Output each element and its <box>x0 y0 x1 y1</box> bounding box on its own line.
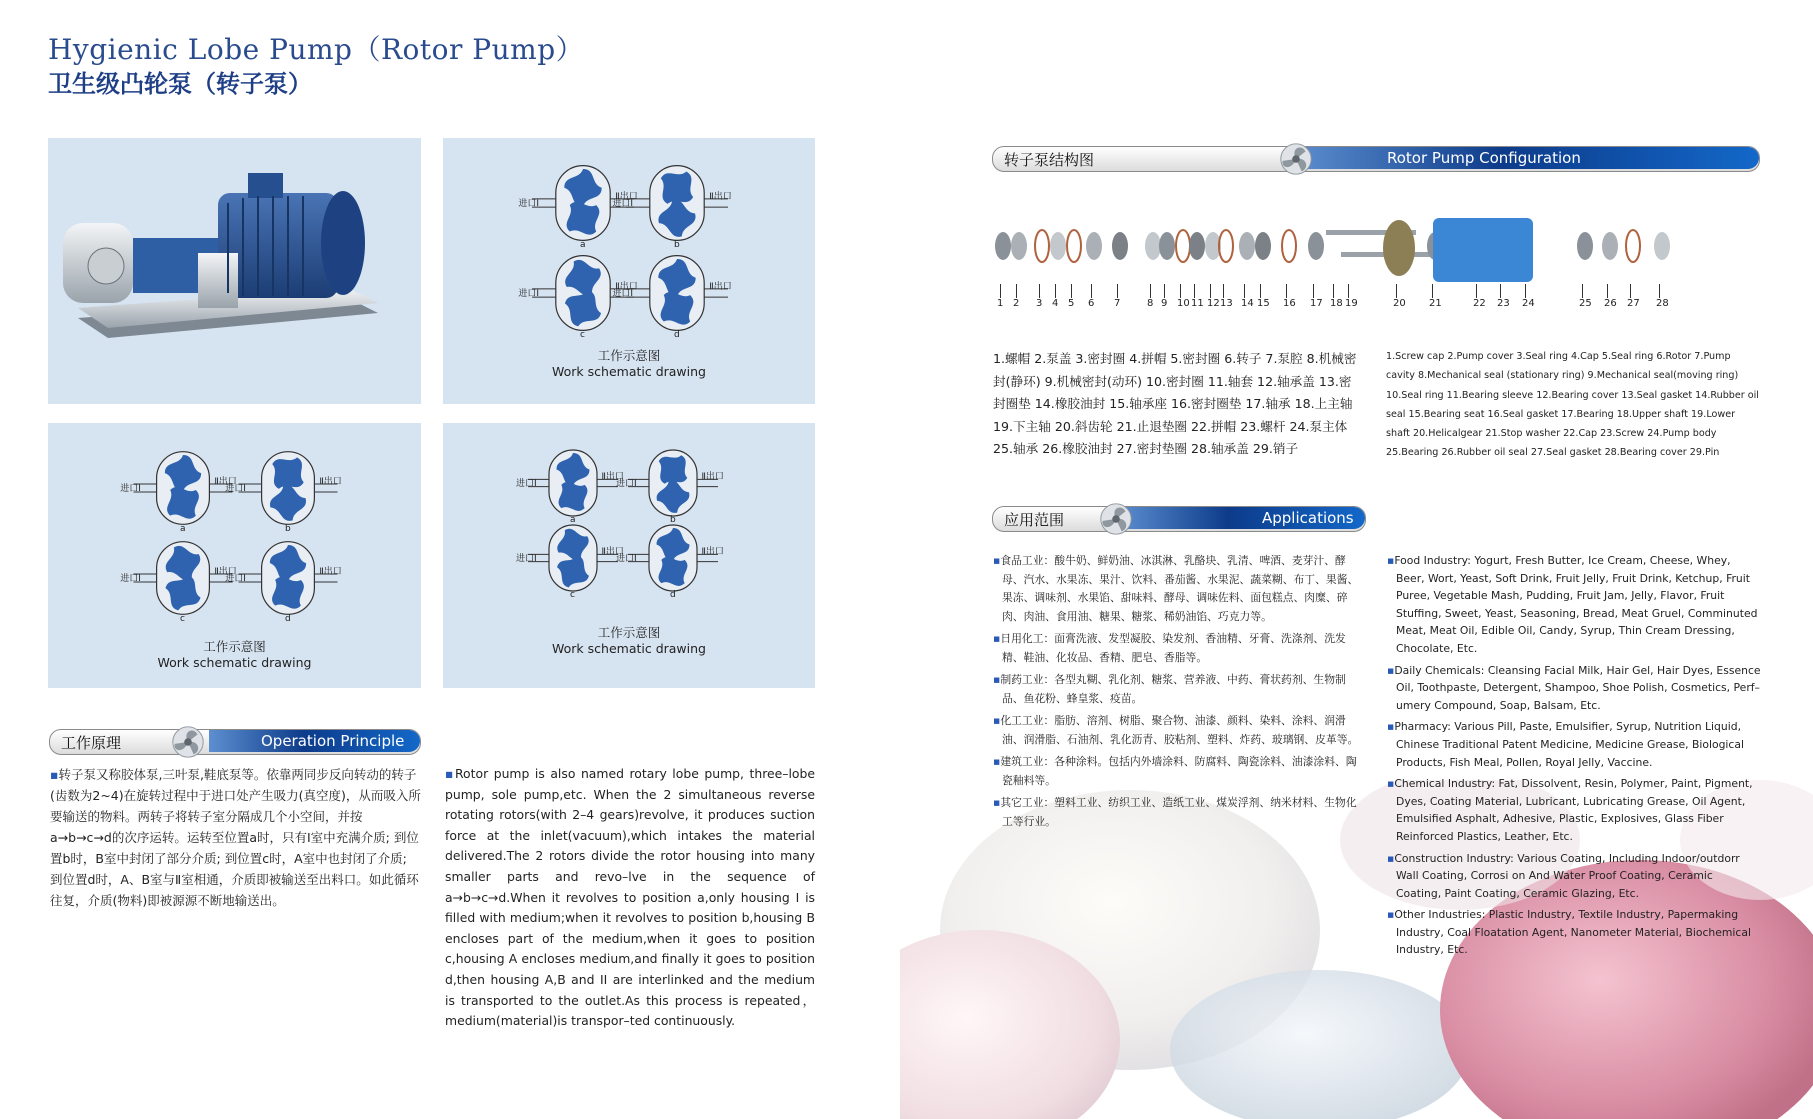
part-number-label: 5 <box>1068 300 1074 325</box>
application-item-en: ▪Construction Industry: Various Coating, Including Indoor/outdorr Wall Coating, Corrosi on And Water Proof Coating, Ceramic Coating, Paint Coating, Ceramic Glazing, Etc. <box>1387 851 1740 900</box>
applications-list-cn <box>993 552 1363 835</box>
part-number-label: 11 <box>1191 300 1204 325</box>
outlet-label: Ⅱ出口 <box>601 472 624 482</box>
machine-part <box>1112 232 1128 260</box>
outlet-label: Ⅱ出口 <box>709 192 732 202</box>
pump-photo-panel <box>48 138 421 404</box>
helical-gear-part <box>1383 220 1415 276</box>
rotor-unit <box>120 538 236 624</box>
part-number-label: 16 <box>1283 300 1296 325</box>
operation-title-en: Operation Principle <box>261 732 405 750</box>
outlet-label: Ⅱ出口 <box>601 547 624 557</box>
impeller-icon <box>1097 500 1135 538</box>
inlet-label: 进口Ⅰ <box>516 479 537 489</box>
operation-title-cn: 工作原理 <box>61 734 122 752</box>
position-label: a <box>180 523 186 534</box>
configuration-title-en: Rotor Pump Configuration <box>1387 149 1581 167</box>
inlet-label: 进口Ⅰ <box>612 199 634 209</box>
machine-part <box>1255 232 1271 260</box>
applications-list-en <box>1387 552 1761 963</box>
position-label: b <box>674 240 680 251</box>
application-item-cn: ▪化工工业：脂肪、溶剂、树脂、聚合物、油漆、颜料、染料、涂料、润滑油、润滑脂、石油剂、乳化沥青、胶粘剂、塑料、炸药、玻璃钢、皮革等。 <box>993 714 1359 746</box>
machine-part <box>1159 232 1175 260</box>
configuration-title-cn: 转子泵结构图 <box>1004 151 1095 169</box>
machine-part <box>995 232 1011 260</box>
part-number-label: 19 <box>1345 300 1358 325</box>
part-number-label: 15 <box>1257 300 1270 325</box>
seal-ring-part <box>1282 230 1296 262</box>
position-label: d <box>285 613 291 624</box>
part-number-label: 22 <box>1473 300 1486 325</box>
part-number-label: 3 <box>1036 300 1042 325</box>
application-item-cn: ▪食品工业：酸牛奶、鲜奶油、冰淇淋、乳酪块、乳清、啤酒、麦芽汁、酵母、汽水、水果冻、果汁、饮料、番茄酱、水果泥、蔬菜糊、布丁、果酱、果冻、调味剂、水果馅、甜味料、酵母、调味佐料、面包糕点、肉糜、碎肉、肉油、食用油、糖果、糖浆、稀奶油馅、巧克力等。 <box>993 554 1359 623</box>
rotor-unit <box>120 452 236 534</box>
rotor-unit <box>616 525 724 600</box>
machine-part <box>1577 232 1593 260</box>
parts-list-en: 1.Screw cap 2.Pump cover 3.Seal ring 4.Cap 5.Seal ring 6.Rotor 7.Pump cavity 8.Mechanical seal (stationary ring) 9.Mechanical seal(moving ring) 10.Seal ring 11.Bearing sleeve 12.Bearing cover 13.Seal gasket 14.Rubber oil seal 15.Bearing seat 16.Seal gasket 17.Bearing 18.Upper shaft 19.Lower shaft 20.Helicalgear 21.Stop washer 22.Cap 23.Screw 24.Pump body 25.Bearing 26.Rubber oil seal 27.Seal gasket 28.Bearing cover 29.Pin <box>1386 351 1759 459</box>
application-item-cn: ▪制药工业：各型丸糊、乳化剂、糖浆、营养液、中药、膏状药剂、生物制品、鱼花粉、蜂皇浆、疫苗。 <box>993 673 1346 705</box>
outlet-label: Ⅱ出口 <box>701 472 724 482</box>
seal-ring-part <box>1035 230 1049 262</box>
rotor-schematic-drawing <box>443 423 815 623</box>
part-number-label: 2 <box>1013 300 1019 325</box>
position-label: a <box>580 240 586 251</box>
part-number-label: 25 <box>1579 300 1592 325</box>
machine-part <box>1189 232 1205 260</box>
part-number-label: 4 <box>1052 300 1058 325</box>
part-number-label: 7 <box>1114 300 1120 325</box>
rotor-unit <box>616 447 724 525</box>
rotor-unit <box>225 448 341 534</box>
part-number-label: 13 <box>1220 300 1233 325</box>
seal-ring-part <box>1176 230 1190 262</box>
position-label: b <box>285 523 291 534</box>
operation-text-en: Rotor pump is also named rotary lobe pump, three–lobe pump, sole pump,etc. When the 2 simultaneous reverse rotating rotors(with 2–4 gears)revolve, it produces suction force at the inlet(vacuum),which intakes the material delivered.The 2 rotors divide the rotor housing into many smaller parts and revo–lve in the sequence of a→b→c→d.When it revolves to position a,only housing I is filled with medium;when it revolves to position b,housing B encloses part of the medium,when it goes to position c,housing A encloses medium,and finally it goes to position d,then housing A,B and II are interlinked and the medium is transported to the outlet.As this process is repeated，medium(material)is transpor–ted continuously. <box>445 766 815 1029</box>
configuration-header <box>992 146 1760 172</box>
applications-title-en: Applications <box>1262 509 1354 527</box>
part-number-label: 27 <box>1627 300 1640 325</box>
part-number-label: 26 <box>1604 300 1617 325</box>
position-label: c <box>570 590 575 600</box>
exploded-parts-drawing <box>992 212 1762 292</box>
outlet-label: Ⅱ出口 <box>709 282 732 292</box>
seal-ring-part <box>1067 230 1081 262</box>
applications-header <box>992 506 1366 532</box>
outlet-label: Ⅱ出口 <box>214 567 237 577</box>
machine-part <box>1050 232 1066 260</box>
outlet-label: Ⅱ出口 <box>615 192 638 202</box>
schematic-caption-cn: 工作示意图 <box>597 625 661 640</box>
lobe-pump-photo <box>48 138 421 404</box>
part-number-row <box>992 300 1762 320</box>
position-label: a <box>570 515 576 525</box>
position-label: d <box>674 330 680 341</box>
operation-text-cn-block: ▪转子泵又称胶体泵,三叶泵,鞋底泵等。依靠两同步反向转动的转子(齿数为2~4)在旋转过程中于进口处产生吸力(真空度)，从而吸入所要输送的物料。两转子将转子室分隔成几个小空间，并按a→b→c→d的次序运转。运转至位置a时，只有Ⅰ室中充满介质; 到位置b时，B室中封闭了部分介质; 到位置c时，A室中也封闭了介质; 到位置d时，A、B室与Ⅱ室相通，介质即被输送至出料口。如此循环往复，介质(物料)即被源源不断地输送出。 <box>50 767 421 908</box>
inlet-label: 进口Ⅰ <box>225 574 246 584</box>
application-item-cn: ▪建筑工业：各种涂料。包括内外墙涂料、防腐料、陶瓷涂料、油漆涂料、陶瓷釉料等。 <box>993 755 1357 787</box>
rotor-unit <box>612 162 731 250</box>
part-number-label: 17 <box>1310 300 1323 325</box>
schematic-caption-en: Work schematic drawing <box>157 655 312 670</box>
part-number-label: 10 <box>1177 300 1190 325</box>
operation-text-en-block: ▪Rotor pump is also named rotary lobe pump, three–lobe pump, sole pump,etc. When the 2 simultaneous reverse rotating rotors(with 2–4 gears)revolve, it produces suction force at the inlet(vacuum),which intakes the material delivered.The 2 rotors divide the rotor housing into many smaller parts and revo–lve in the sequence of a→b→c→d.When it revolves to position a,only housing I is filled with medium;when it revolves to position b,housing B encloses part of the medium,when it goes to position c,housing A encloses medium,and finally it goes to position d,then housing A,B and II are interlinked and the medium is transported to the outlet.As this process is repeated，medium(material)is transpor–ted continuously. <box>445 766 815 1029</box>
part-number-label: 24 <box>1522 300 1535 325</box>
machine-part <box>1011 232 1027 260</box>
position-label: d <box>670 590 676 600</box>
operation-text-cn: 转子泵又称胶体泵,三叶泵,鞋底泵等。依靠两同步反向转动的转子(齿数为2~4)在旋转过程中于进口处产生吸力(真空度)，从而吸入所要输送的物料。两转子将转子室分隔成几个小空间，并按a→b→c→d的次序运转。运转至位置a时，只有Ⅰ室中充满介质; 到位置b时，B室中封闭了部分介质; 到位置c时，A室中也封闭了介质; 到位置d时，A、B室与Ⅱ室相通，介质即被输送至出料口。如此循环往复，介质(物料)即被源源不断地输送出。 <box>50 767 421 908</box>
schematic-caption-en: Work schematic drawing <box>552 641 706 656</box>
inlet-label: 进口Ⅰ <box>120 574 141 584</box>
part-number-label: 18 <box>1330 300 1343 325</box>
schematic-panel-3 <box>443 423 815 688</box>
part-number-label: 6 <box>1088 300 1094 325</box>
application-item-en: ▪Other Industries: Plastic Industry, Textile Industry, Papermaking Industry, Coal Floatation Agent, Nanometer Material, Biochemical Industry, Etc. <box>1387 908 1751 957</box>
inlet-label: 进口Ⅰ <box>616 479 637 489</box>
outlet-label: Ⅱ出口 <box>615 282 638 292</box>
operation-principle-header <box>49 729 421 755</box>
impeller-icon <box>169 723 207 761</box>
rotor-unit <box>225 542 341 624</box>
impeller-icon <box>1277 140 1315 178</box>
machine-part <box>1239 232 1255 260</box>
application-item-cn: ▪其它工业：塑料工业、纺织工业、造纸工业、煤炭浮剂、纳米材料、生物化工等行业。 <box>993 796 1357 828</box>
outlet-label: Ⅱ出口 <box>701 547 724 557</box>
inlet-label: 进口Ⅰ <box>518 289 540 299</box>
rotor-unit <box>516 450 624 525</box>
part-number-label: 14 <box>1241 300 1254 325</box>
parts-list-cn: 1.螺帽 2.泵盖 3.密封圈 4.拼帽 5.密封圈 6.转子 7.泵腔 8.机械密封(静环) 9.机械密封(动环) 10.密封圈 11.轴套 12.轴承盖 13.密封圈垫 14.橡胶油封 15.轴承座 16.密封圈垫 17.轴承 18.上主轴 19.下主轴 20.斜齿轮 21.止退垫圈 22.拼帽 23.螺杆 24.泵主体 25.轴承 26.橡胶油封 27.密封垫圈 28.轴承盖 29.销子 <box>993 351 1357 456</box>
page-title-cn: 卫生级凸轮泵（转子泵） <box>48 70 312 98</box>
part-number-label: 9 <box>1161 300 1167 325</box>
outlet-label: Ⅱ出口 <box>319 567 342 577</box>
rotor-unit <box>612 256 731 341</box>
page-title-en: Hygienic Lobe Pump（Rotor Pump） <box>48 33 585 66</box>
schematic-caption-en: Work schematic drawing <box>552 364 706 379</box>
schematic-panel-1 <box>443 138 815 404</box>
rotor-schematic-drawing <box>48 423 421 643</box>
part-number-label: 8 <box>1147 300 1153 325</box>
pump-body-part <box>1433 218 1533 282</box>
inlet-label: 进口Ⅰ <box>225 484 246 494</box>
part-number-label: 21 <box>1429 300 1442 325</box>
machine-part <box>1654 232 1670 260</box>
machine-part <box>1145 232 1161 260</box>
schematic-caption-cn: 工作示意图 <box>597 348 661 363</box>
schematic-caption-cn: 工作示意图 <box>203 639 266 654</box>
inlet-label: 进口Ⅰ <box>516 554 537 564</box>
application-item-cn: ▪日用化工：面膏洗液、发型凝胶、染发剂、香油精、牙膏、洗涤剂、洗发精、鞋油、化妆品、香精、肥皂、香脂等。 <box>993 632 1346 664</box>
machine-part <box>1602 232 1618 260</box>
rotor-unit <box>516 522 624 600</box>
inlet-label: 进口Ⅰ <box>616 554 637 564</box>
applications-title-cn: 应用范围 <box>1004 511 1065 529</box>
application-item-en: ▪Chemical Industry: Fat, Dissolvent, Resin, Polymer, Paint, Pigment, Dyes, Coating Material, Lubricant, Lubricating Grease, Oil Agent, Emulsified Asphalt, Adhesive, Plastic, Explosives, Glass Fiber Reinforced Plastics, Leather, Etc. <box>1387 777 1753 843</box>
application-item-en: ▪Food Industry: Yogurt, Fresh Butter, Ice Cream, Cheese, Whey, Beer, Wort, Yeast, Soft Drink, Fruit Jelly, Fruit Drink, Ketchup, Fruit Puree, Vegetable Mash, Pudding, Fruit Jam, Jelly, Flavor, Fruit Stuffing, Sweet, Yeast, Seasoning, Bread, Meat Gruel, Comminuted Meat, Meat Oil, Edible Oil, Candy, Syrup, Thin Cream Dressing, Chocolate, Etc. <box>1387 554 1758 655</box>
rotor-schematic-drawing <box>443 138 815 358</box>
outlet-label: Ⅱ出口 <box>214 477 237 487</box>
position-label: b <box>670 515 676 525</box>
part-number-label: 1 <box>997 300 1003 325</box>
part-number-label: 12 <box>1207 300 1220 325</box>
part-number-label: 28 <box>1656 300 1669 325</box>
part-number-label: 20 <box>1393 300 1406 325</box>
schematic-panel-2 <box>48 423 421 688</box>
inlet-label: 进口Ⅰ <box>120 484 141 494</box>
seal-ring-part <box>1626 230 1640 262</box>
seal-ring-part <box>1219 230 1233 262</box>
inlet-label: 进口Ⅰ <box>612 289 634 299</box>
outlet-label: Ⅱ出口 <box>319 477 342 487</box>
part-number-label: 23 <box>1497 300 1510 325</box>
machine-part <box>1308 232 1324 260</box>
application-item-en: ▪Daily Chemicals: Cleansing Facial Milk, Hair Gel, Hair Dyes, Essence Oil, Toothpaste, Detergent, Shampoo, Shoe Polish, Cosmetics, Perf–umery Compound, Soap, Balsam, Etc. <box>1387 663 1761 712</box>
position-label: c <box>180 613 185 624</box>
application-item-en: ▪Pharmacy: Various Pill, Paste, Emulsifier, Syrup, Nutrition Liquid, Chinese Traditional Patent Medicine, Medicine Grease, Biological Products, Fish Meal, Pollen, Royal Jelly, Vaccine. <box>1387 720 1744 769</box>
machine-part <box>1086 232 1102 260</box>
position-label: c <box>580 330 585 341</box>
inlet-label: 进口Ⅰ <box>518 199 540 209</box>
